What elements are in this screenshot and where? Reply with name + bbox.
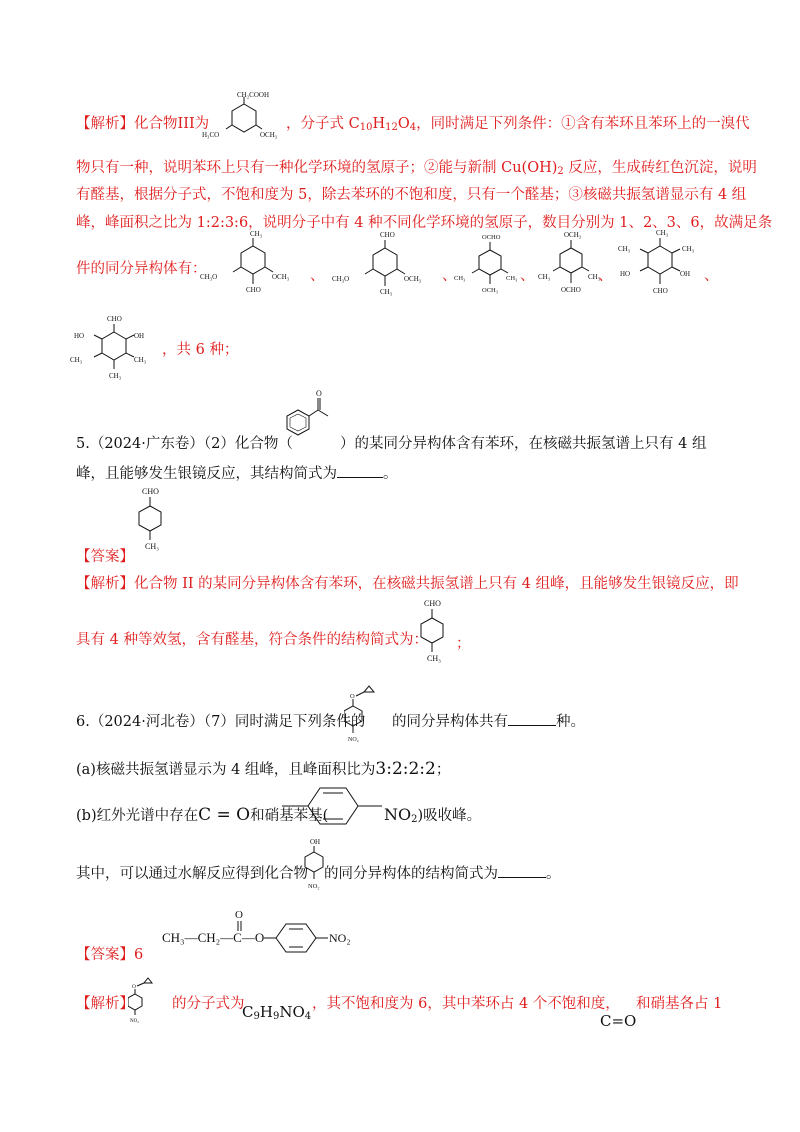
q6-compound-structure — [344, 684, 392, 748]
svg-text:CHO: CHO — [424, 599, 441, 608]
svg-text:NO₂: NO₂ — [130, 1019, 139, 1024]
analysis-line-2: 物只有一种，说明苯环上只有一种化学环境的氢原子；②能与新制 $Cu(OH)_2$ 反应，生成砖红色沉淀，说明 — [76, 160, 757, 177]
analysis-line-3: 有醛基，根据分子式，不饱和度为 5，除去苯环的不饱和度，只有一个醛基；③核磁共振氢谱显示有 4 组 — [76, 187, 747, 203]
svg-text:NO₂: NO₂ — [348, 737, 359, 743]
isomer-structure-3 — [452, 228, 528, 306]
svg-text:CH₃: CH₃ — [134, 356, 147, 364]
svg-text:H₃CO: H₃CO — [202, 131, 220, 139]
q5-answer-tag: 【答案】 — [76, 549, 134, 565]
analysis-line-5: 件的同分异构体有： — [76, 261, 207, 277]
svg-text:CHO: CHO — [380, 231, 395, 239]
q5-stem-line-2: 峰，且能够发生银镜反应，其结构简式为 。 — [76, 466, 398, 482]
q6-stem-line-3b: 的同分异构体的结构简式为 。 — [324, 866, 561, 882]
isomer-structure-6 — [66, 310, 162, 386]
q6-stem-line-3: 其中，可以通过水解反应得到化合物 — [76, 866, 308, 882]
svg-text:CH₃: CH₃ — [588, 273, 601, 281]
isomer-structure-1 — [198, 226, 308, 304]
svg-text:CH₃—CH₂—C—O: CH₃—CH₂—C—O — [162, 930, 265, 945]
svg-text:O: O — [350, 693, 355, 700]
svg-text:CH₃O: CH₃O — [332, 275, 350, 283]
q6-stem-line-1: 6.（2024·河北卷）（7）同时满足下列条件的 — [76, 714, 366, 730]
svg-text:CHO: CHO — [246, 286, 261, 294]
q6-answer-value: 6 — [134, 947, 144, 963]
svg-text:OH: OH — [310, 838, 321, 846]
q6-analysis-compound — [128, 976, 168, 1030]
q6-structure-blank — [498, 877, 546, 878]
svg-text:OCH₃: OCH₃ — [564, 231, 582, 239]
q5-answer-blank — [337, 477, 383, 478]
carbonyl-label: C=O — [600, 1012, 637, 1030]
svg-text:O: O — [316, 389, 322, 398]
svg-text:OCH₃: OCH₃ — [482, 287, 498, 294]
q6-answer: 【答案】6 — [76, 947, 144, 963]
svg-text:CH₃: CH₃ — [618, 245, 631, 253]
svg-text:CHO: CHO — [142, 487, 159, 496]
q5-analysis-structure — [410, 596, 460, 672]
q5-stem-line-1: 5.（2024·广东卷）（2）化合物（ — [76, 436, 293, 452]
svg-text:HO: HO — [620, 270, 631, 278]
svg-text:CHO: CHO — [107, 315, 122, 323]
svg-text:CHO: CHO — [653, 287, 668, 295]
svg-text:CH₃: CH₃ — [506, 275, 518, 282]
svg-text:HO: HO — [74, 332, 85, 340]
svg-text:OCH₃: OCH₃ — [272, 273, 290, 281]
svg-text:OH: OH — [680, 270, 691, 278]
svg-text:OH: OH — [134, 332, 145, 340]
svg-text:OCH₃: OCH₃ — [260, 131, 278, 139]
ch2cooh-label: CH₂COOH — [237, 91, 269, 99]
q5-answer-structure — [128, 484, 178, 560]
svg-text:O: O — [132, 984, 136, 990]
q5-compound-structure — [276, 386, 346, 446]
svg-text:CH₃: CH₃ — [682, 245, 695, 253]
svg-text:CH₃: CH₃ — [454, 275, 466, 282]
q6-condition-b: (b)红外光谱中存在C = O和硝基苯基( — [76, 805, 329, 825]
q6-analysis-tag: 【解析】 — [76, 996, 134, 1012]
svg-text:CH₃: CH₃ — [109, 372, 122, 380]
analysis-line-4: 峰，峰面积之比为 1:2:3:6，说明分子中有 4 种不同化学环境的氢原子，数目分别为 1、2、3、6，故满足条 — [76, 215, 773, 231]
q6-answer-ester — [162, 904, 362, 958]
compound-iii-structure — [200, 90, 288, 142]
analysis-total: ，共 6 种； — [162, 342, 239, 358]
analysis-tag: 【解析】 — [76, 116, 134, 132]
svg-text:CH₃: CH₃ — [145, 542, 159, 551]
svg-text:OCHO: OCHO — [561, 286, 581, 294]
analysis-line-1b: ，分子式 $C_{10}H_{12}O_4$，同时满足下列条件：①含有苯环且苯环上的一溴代 — [286, 116, 750, 133]
svg-text:CH₃: CH₃ — [656, 229, 669, 237]
svg-text:NO₂: NO₂ — [329, 931, 351, 945]
q6-answer-blank — [508, 725, 556, 726]
svg-text:OCHO: OCHO — [482, 234, 501, 241]
svg-text:CH₃: CH₃ — [250, 230, 263, 238]
q6-condition-b-end: $NO_2$)吸收峰。 — [384, 805, 482, 825]
svg-text:CH₃: CH₃ — [427, 654, 441, 663]
isomer-structure-5 — [612, 226, 708, 306]
svg-text:CH₃: CH₃ — [538, 273, 551, 281]
svg-text:NO₂: NO₂ — [308, 883, 320, 890]
q6-condition-a: (a)核磁共振氢谱显示为 4 组峰，且峰面积比为3:2:2:2； — [76, 759, 451, 779]
q5-analysis-line-1: 【解析】化合物 II 的某同分异构体含有苯环，在核磁共振氢谱上只有 4 组峰，且能够发生银镜反应，即 — [76, 576, 739, 592]
q5-analysis-line-2: 具有 4 种等效氢，含有醛基，符合条件的结构简式为： — [76, 632, 428, 648]
isomer-structure-4 — [536, 226, 606, 306]
isomer-structure-2 — [330, 226, 442, 304]
svg-text:CH₃: CH₃ — [70, 356, 83, 364]
q6-stem-line-1b: 的同分异构体共有 种。 — [392, 714, 585, 730]
svg-text:O: O — [235, 909, 243, 921]
molecular-formula: $C_9H_9NO_4$ — [242, 1003, 312, 1022]
analysis-line-1: 【解析】化合物III为 — [76, 116, 210, 132]
svg-text:CH₃: CH₃ — [380, 288, 393, 296]
svg-text:OCH₃: OCH₃ — [404, 275, 422, 283]
svg-text:CH₃O: CH₃O — [200, 273, 218, 281]
